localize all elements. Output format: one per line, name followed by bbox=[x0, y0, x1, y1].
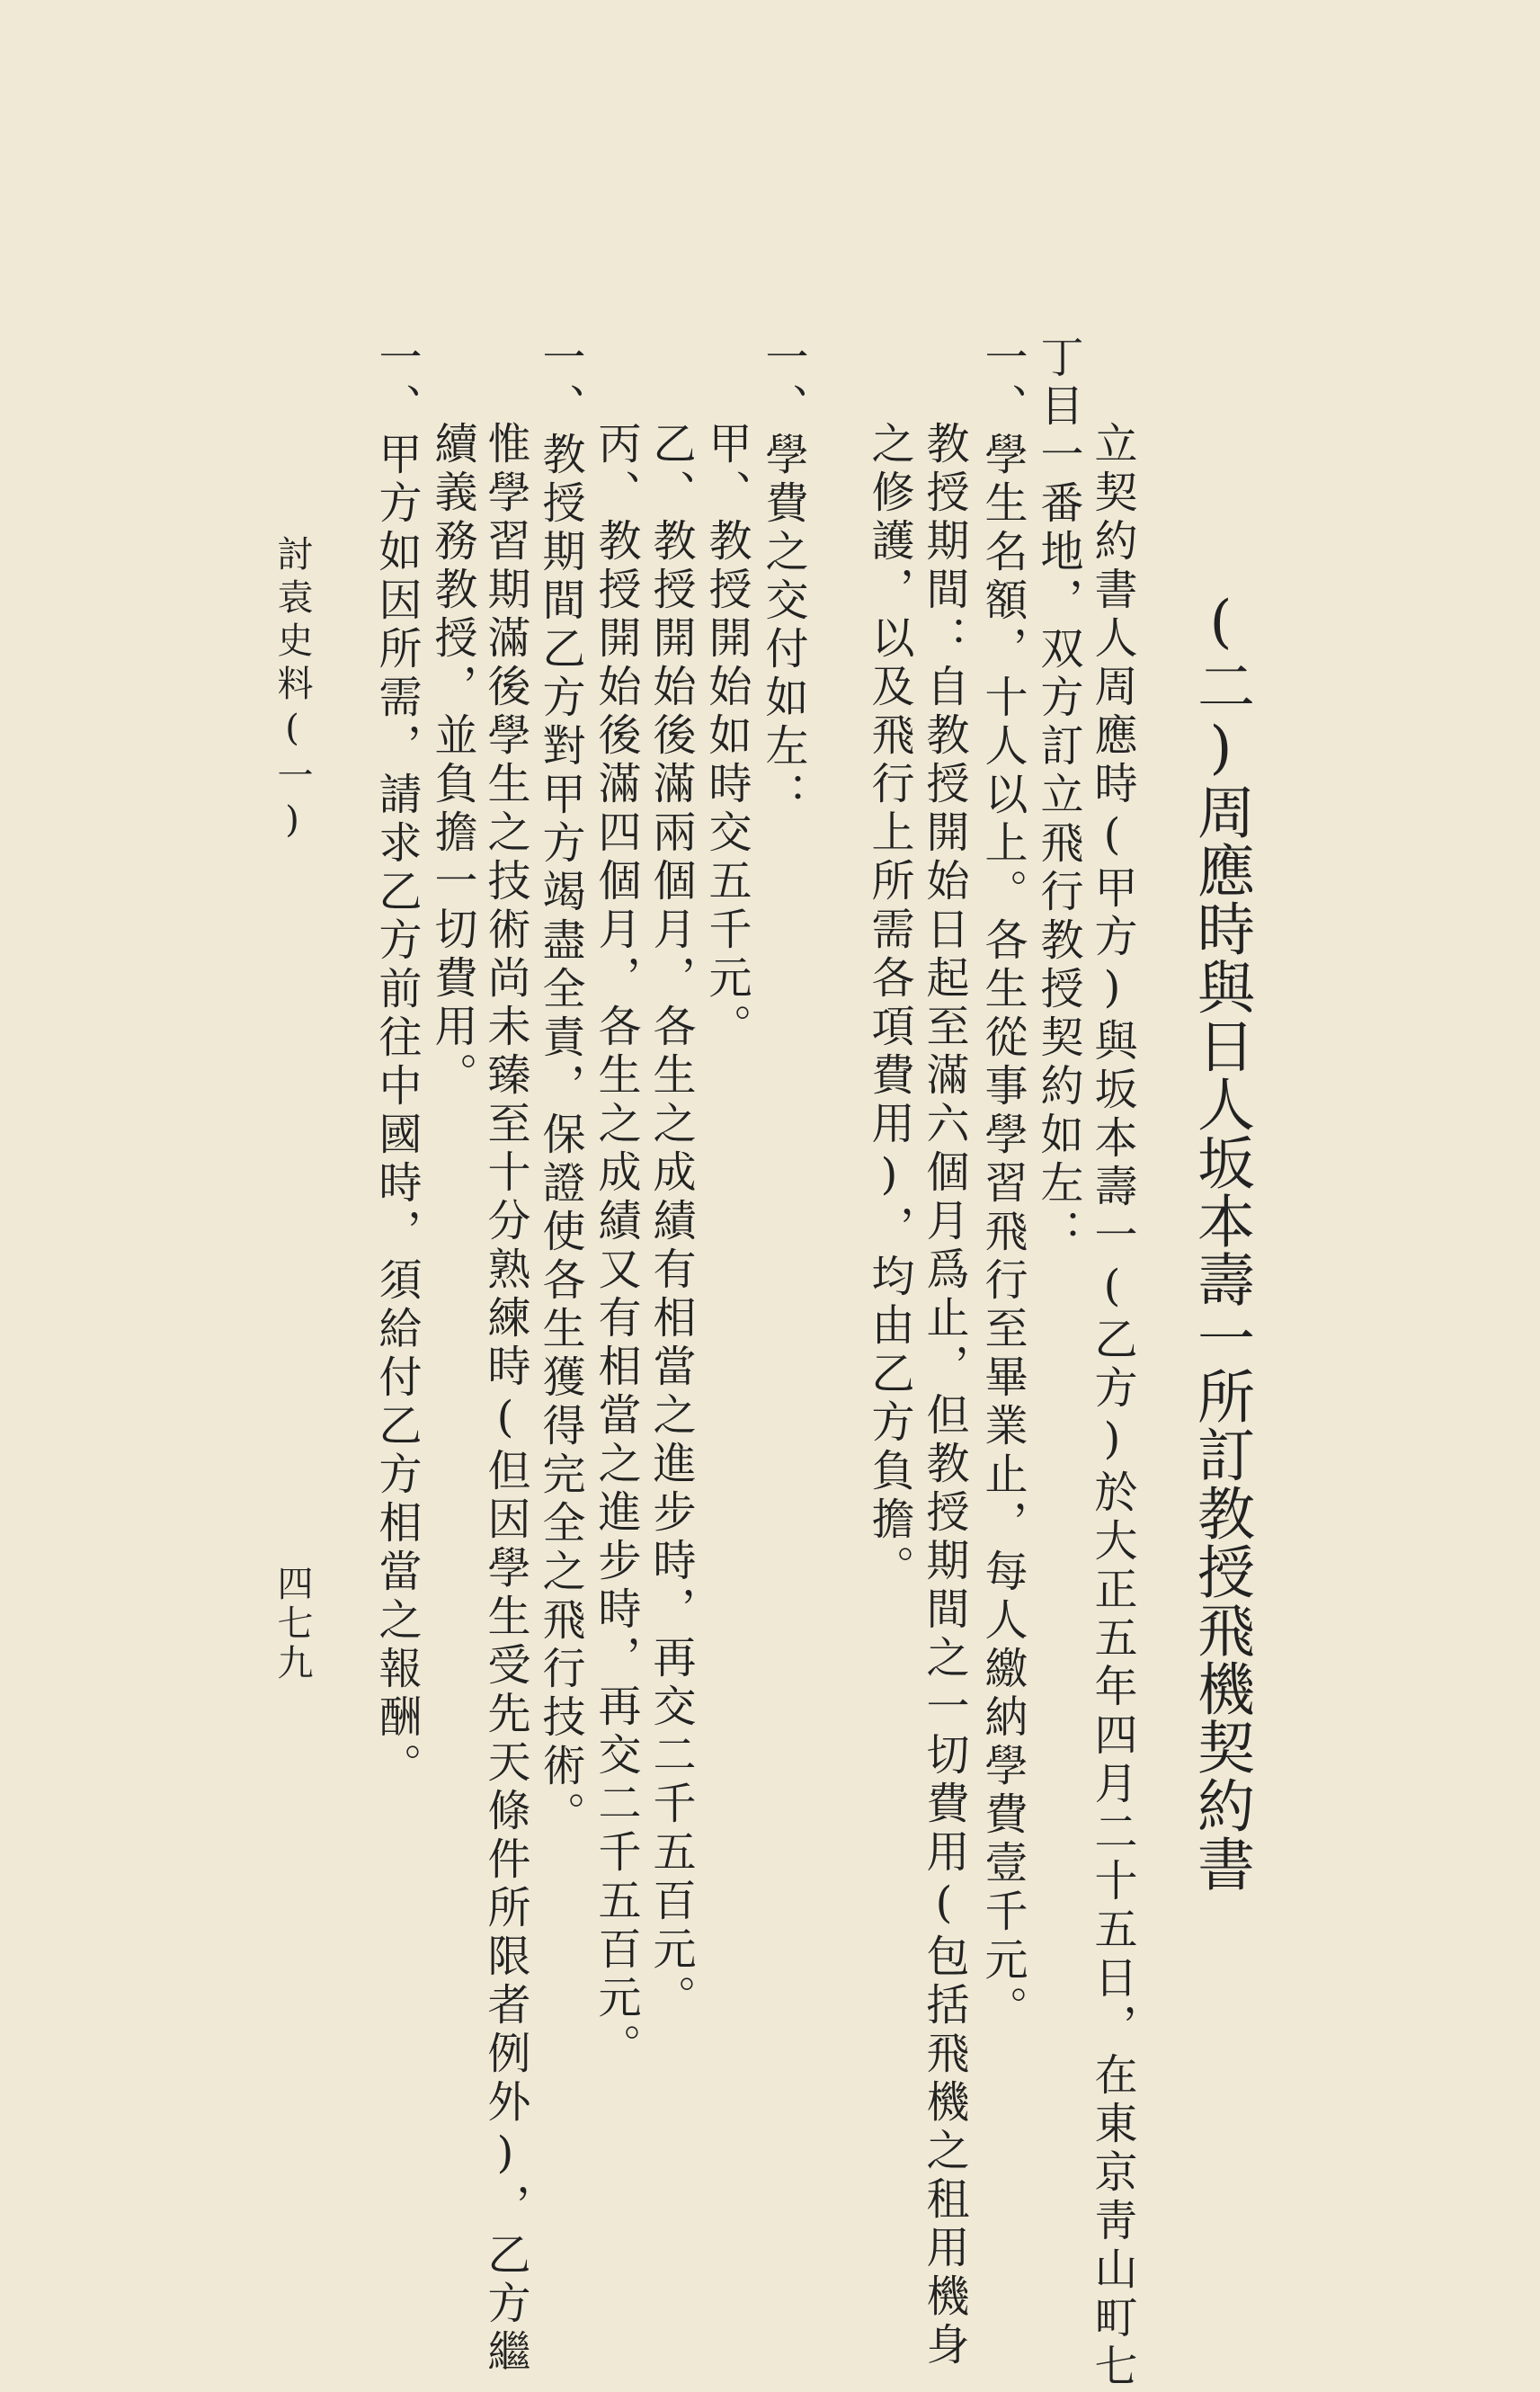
text-line: 續義務教授，並負擔一切費用。 bbox=[427, 421, 477, 1101]
text-line: 之修護，以及飛行上所需各項費用)，均由乙方負擔。 bbox=[864, 421, 914, 1593]
text-line: 丙、教授開始後滿四個月，各生之成績又有相當之進步時，再交二千五百元。 bbox=[591, 421, 641, 2072]
text-line: 立契約書人周應時(甲方)與坂本壽一(乙方)於大正五年四月二十五日，在東京靑山町七 bbox=[1087, 421, 1137, 2392]
text-line: 惟學習期滿後學生之技術尚未臻至十分熟練時(但因學生受先天條件所限者例外)，乙方繼 bbox=[480, 421, 530, 2378]
text-line: 一、學費之交付如左： bbox=[758, 335, 808, 820]
text-line: 丁目一番地，双方訂立飛行教授契約如左： bbox=[1033, 335, 1083, 1257]
text-line: 乙、教授開始後滿兩個月，各生之成績有相當之進步時，再交二千五百元。 bbox=[645, 421, 696, 2023]
document-title: (二)周應時與日人坂本壽一所訂教授飛機契約書 bbox=[1188, 589, 1254, 1893]
text-line: 一、甲方如因所需，請求乙方前往中國時，須給付乙方相當之報酬。 bbox=[371, 335, 422, 1791]
text-line: 甲、教授開始如時交五千元。 bbox=[701, 421, 752, 1052]
text-line: 一、教授期間乙方對甲方竭盡全責，保證使各生獲得完全之飛行技術。 bbox=[535, 335, 585, 1840]
text-line: 一、學生名額，十人以上。各生從事學習飛行至畢業止，每人繳納學費壹千元。 bbox=[977, 335, 1028, 2034]
book-title: 討袁史料(一) bbox=[272, 535, 313, 848]
page-number: 四七九 bbox=[272, 1565, 313, 1683]
text-line: 教授期間：自教授開始日起至滿六個月爲止，但教授期間之一切費用(包括飛機之租用機身 bbox=[919, 421, 969, 2370]
